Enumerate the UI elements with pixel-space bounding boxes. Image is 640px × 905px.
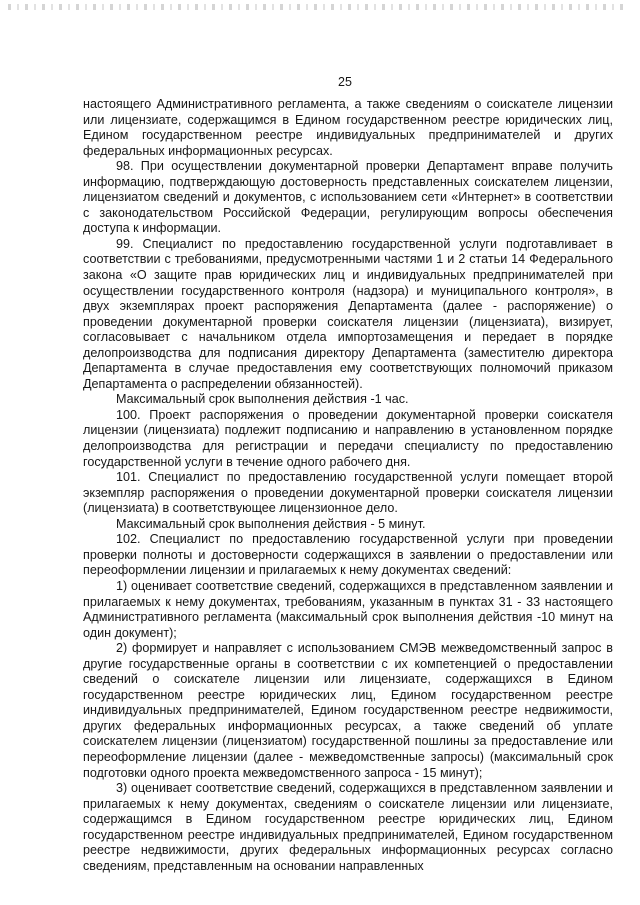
- paragraph-102: 102. Специалист по предоставлению государственной услуги при проведении проверки полноты и достоверности содержащихся в заявлении о предоставлении или переоформлении лицензии и прилагаемых к нему документах сведений:: [83, 532, 613, 578]
- list-item-1: 1) оценивает соответствие сведений, содержащихся в представленном заявлении и прилагаемых к нему документах, требованиям, указанным в пунктах 31 - 33 настоящего Административного регламента (максимальный срок выполнения действия -10 минут на один документ);: [83, 578, 613, 640]
- paragraph-max-time-1-hour: Максимальный срок выполнения действия -1 час.: [116, 392, 409, 407]
- list-item-2: 2) формирует и направляет с использованием СМЭВ межведомственный запрос в другие государственные органы в соответствии с их компетенцией о предоставлении сведений о соискателе лицензии или лицензиате, содержащихся в Едином государственном реестре юридических лиц, Едином государственном реестре индивидуальных предпринимателей, Едином государственном реестре недвижимости, других федеральных информационных ресурсах, а также сведений об уплате соискателем лицензии (лицензиатом) государственной пошлины за предоставление или переоформление лицензии (далее - межведомственные запросы) (максимальный срок подготовки одного проекта межведомственного запроса - 15 минут);: [83, 641, 613, 780]
- document-body: [83, 97, 613, 874]
- paragraph-continuation: настоящего Административного регламента, а также сведениям о соискателе лицензии или лицензиате, содержащимся в Едином государственном реестре юридических лиц, Едином государственном реестре индивидуальных предпринимателей и других федеральных информационных ресурсах.: [83, 97, 613, 158]
- page-number: 25: [338, 75, 352, 89]
- paragraph-101: 101. Специалист по предоставлению государственной услуги помещает второй экземпляр распоряжения о проведении документарной проверки соискателя лицензии (лицензиата) в соответствующее лицензионное дело.: [83, 470, 613, 516]
- paragraph-100: 100. Проект распоряжения о проведении документарной проверки соискателя лицензии (лицензиата) подлежит подписанию и направлению в установленном порядке делопроизводства для регистрации и передачи специалисту по предоставлению государственной услуги в течение одного рабочего дня.: [83, 407, 613, 469]
- paragraph-max-time-5-minutes: Максимальный срок выполнения действия - 5 минут.: [116, 516, 426, 531]
- scan-artifact-top-edge: [8, 4, 628, 10]
- list-item-3: 3) оценивает соответствие сведений, содержащихся в представленном заявлении и прилагаемых к нему документах, сведениям о соискателе лицензии или лицензиате, содержащимся в Едином государственном реестре юридических лиц, Едином государственном реестре индивидуальных предпринимателей, Едином государственном реестре недвижимости, других федеральных информационных ресурсах согласно сведениям, представленным на основании направленных: [83, 781, 613, 873]
- paragraph-99: 99. Специалист по предоставлению государственной услуги подготавливает в соответствии с требованиями, предусмотренными частями 1 и 2 статьи 14 Федерального закона «О защите прав юридических лиц и индивидуальных предпринимателей при осуществлении государственного контроля (надзора) и муниципального контроля», в двух экземплярах проект распоряжения Департамента (далее - распоряжение) о проведении документарной проверки соискателя лицензии (лицензиата), визирует, согласовывает с начальником отдела импортозамещения и передает в порядке делопроизводства для подписания директору Департамента (заместителю директора Департамента в случае предоставления ему соответствующих полномочий приказом Департамента о распределении обязанностей).: [83, 236, 613, 391]
- paragraph-98: 98. При осуществлении документарной проверки Департамент вправе получить информацию, подтверждающую достоверность представленных соискателем лицензии, лицензиатом сведений и документов, с использованием сети «Интернет» в соответствии с законодательством Российской Федерации, регулирующим вопросы обеспечения доступа к информации.: [83, 159, 613, 236]
